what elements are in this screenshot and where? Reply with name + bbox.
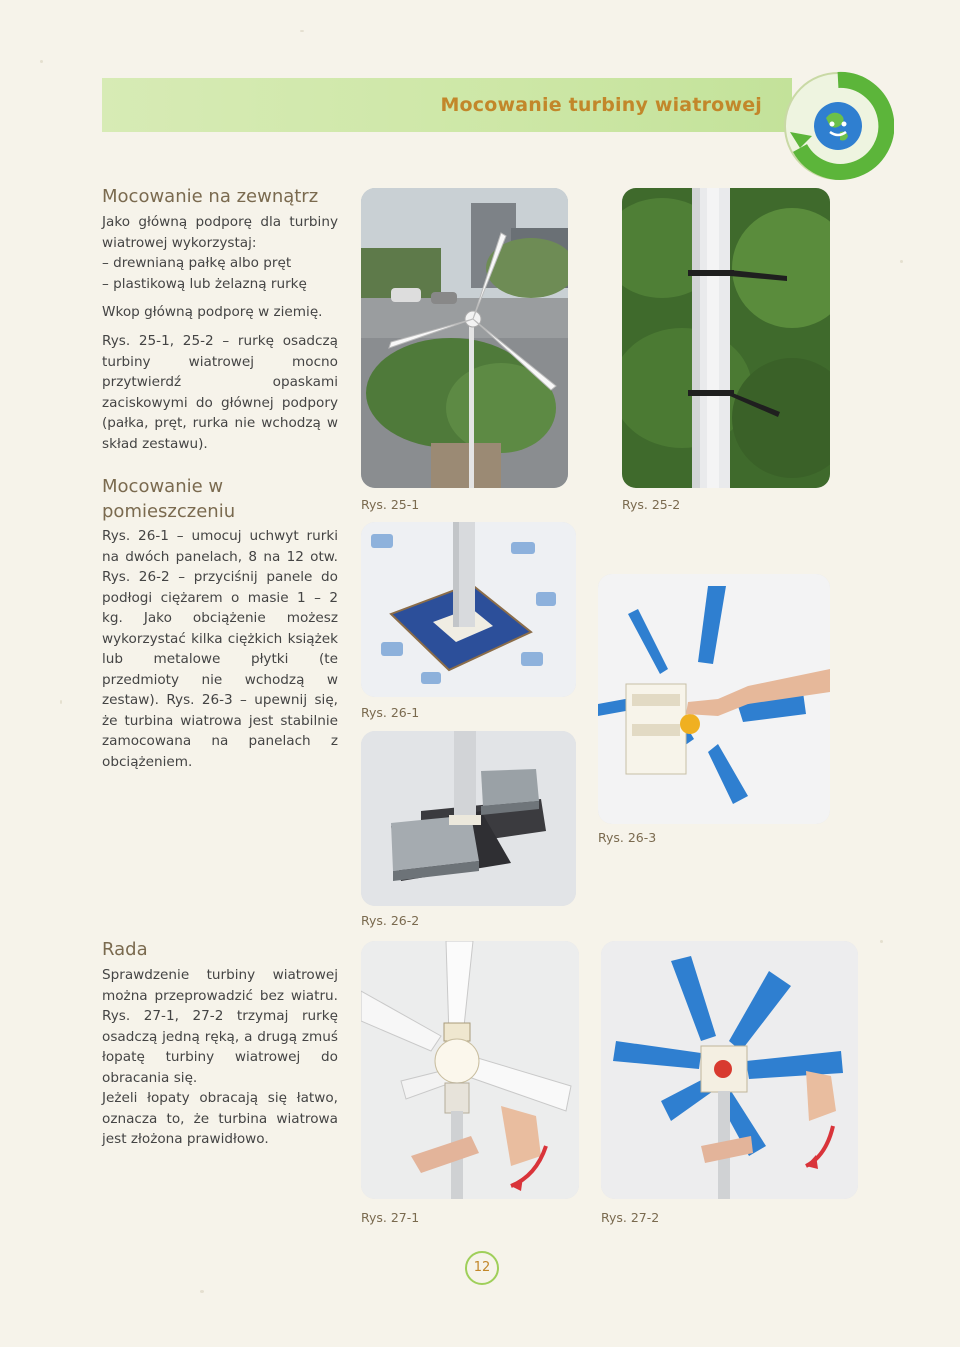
page-title: Mocowanie turbiny wiatrowej (440, 94, 762, 116)
photo-fig-27-2 (601, 941, 858, 1199)
paper-texture (880, 940, 883, 943)
outdoor-text-dig: Wkop główną podporę w ziemię. (102, 304, 323, 320)
photo-fig-25-1 (361, 188, 568, 488)
paper-texture (900, 260, 903, 263)
paper-texture (200, 1290, 204, 1293)
indoor-heading: Mocowanie w pomieszczeniu (102, 476, 236, 522)
paper-texture (40, 60, 43, 63)
photo-fig-26-2 (361, 731, 576, 906)
caption-fig-25-2: Rys. 25-2 (622, 497, 681, 512)
paper-texture (300, 30, 304, 32)
outdoor-text-fasten: Rys. 25-1, 25-2 – rurkę osadczą turbiny wiatrowej mocno przytwierdź opaskami zaciskowymi do głównej podpory (pałka, pręt, rurka nie wchodzą w skład zestawu). (102, 333, 338, 452)
green-energy-logo (782, 70, 894, 182)
indoor-text: Rys. 26-1 – umocuj uchwyt rurki na dwóch panelach, 8 na 12 otw. Rys. 26-2 – przyciśnij panele do podłogi ciężarem o masie 1 – 2 kg. Jako obciążenie możesz wykorzystać kilka ciężkich książek lub metalowe płytki (te przedmioty nie wchodzą w zestaw). Rys. 26-3 – upewnij się, że turbina wiatrowa jest stabilnie zamocowana na panelach z obciążeniem. (102, 528, 338, 770)
photo-fig-25-2 (622, 188, 830, 488)
caption-fig-27-1: Rys. 27-1 (361, 1210, 420, 1225)
outdoor-text-list: Jako główną podporę dla turbiny wiatrowej wykorzystaj: – drewnianą pałkę albo pręt – plastikową lub żelazną rurkę (102, 214, 338, 292)
green-energy-globe-icon (782, 70, 894, 182)
outdoor-heading: Mocowanie na zewnątrz (102, 186, 319, 207)
caption-fig-26-3: Rys. 26-3 (598, 830, 657, 845)
caption-fig-27-2: Rys. 27-2 (601, 1210, 660, 1225)
caption-fig-26-1: Rys. 26-1 (361, 705, 420, 720)
photo-fig-27-1 (361, 941, 579, 1199)
page-number: 12 (465, 1251, 499, 1285)
tip-heading: Rada (102, 939, 148, 960)
header-band (102, 78, 792, 132)
caption-fig-25-1: Rys. 25-1 (361, 497, 420, 512)
paper-texture (60, 700, 62, 704)
tip-text: Sprawdzenie turbiny wiatrowej można przeprowadzić bez wiatru. Rys. 27-1, 27-2 trzymaj rurkę osadczą jedną ręką, a drugą zmuś łopatę turbiny wiatrowej do obracania się. Jeżeli łopaty obracają się łatwo, oznacza to, że turbina wiatrowa jest złożona prawidłowo. (102, 967, 338, 1147)
caption-fig-26-2: Rys. 26-2 (361, 913, 420, 928)
photo-fig-26-3 (598, 574, 830, 824)
photo-fig-26-1 (361, 522, 576, 697)
